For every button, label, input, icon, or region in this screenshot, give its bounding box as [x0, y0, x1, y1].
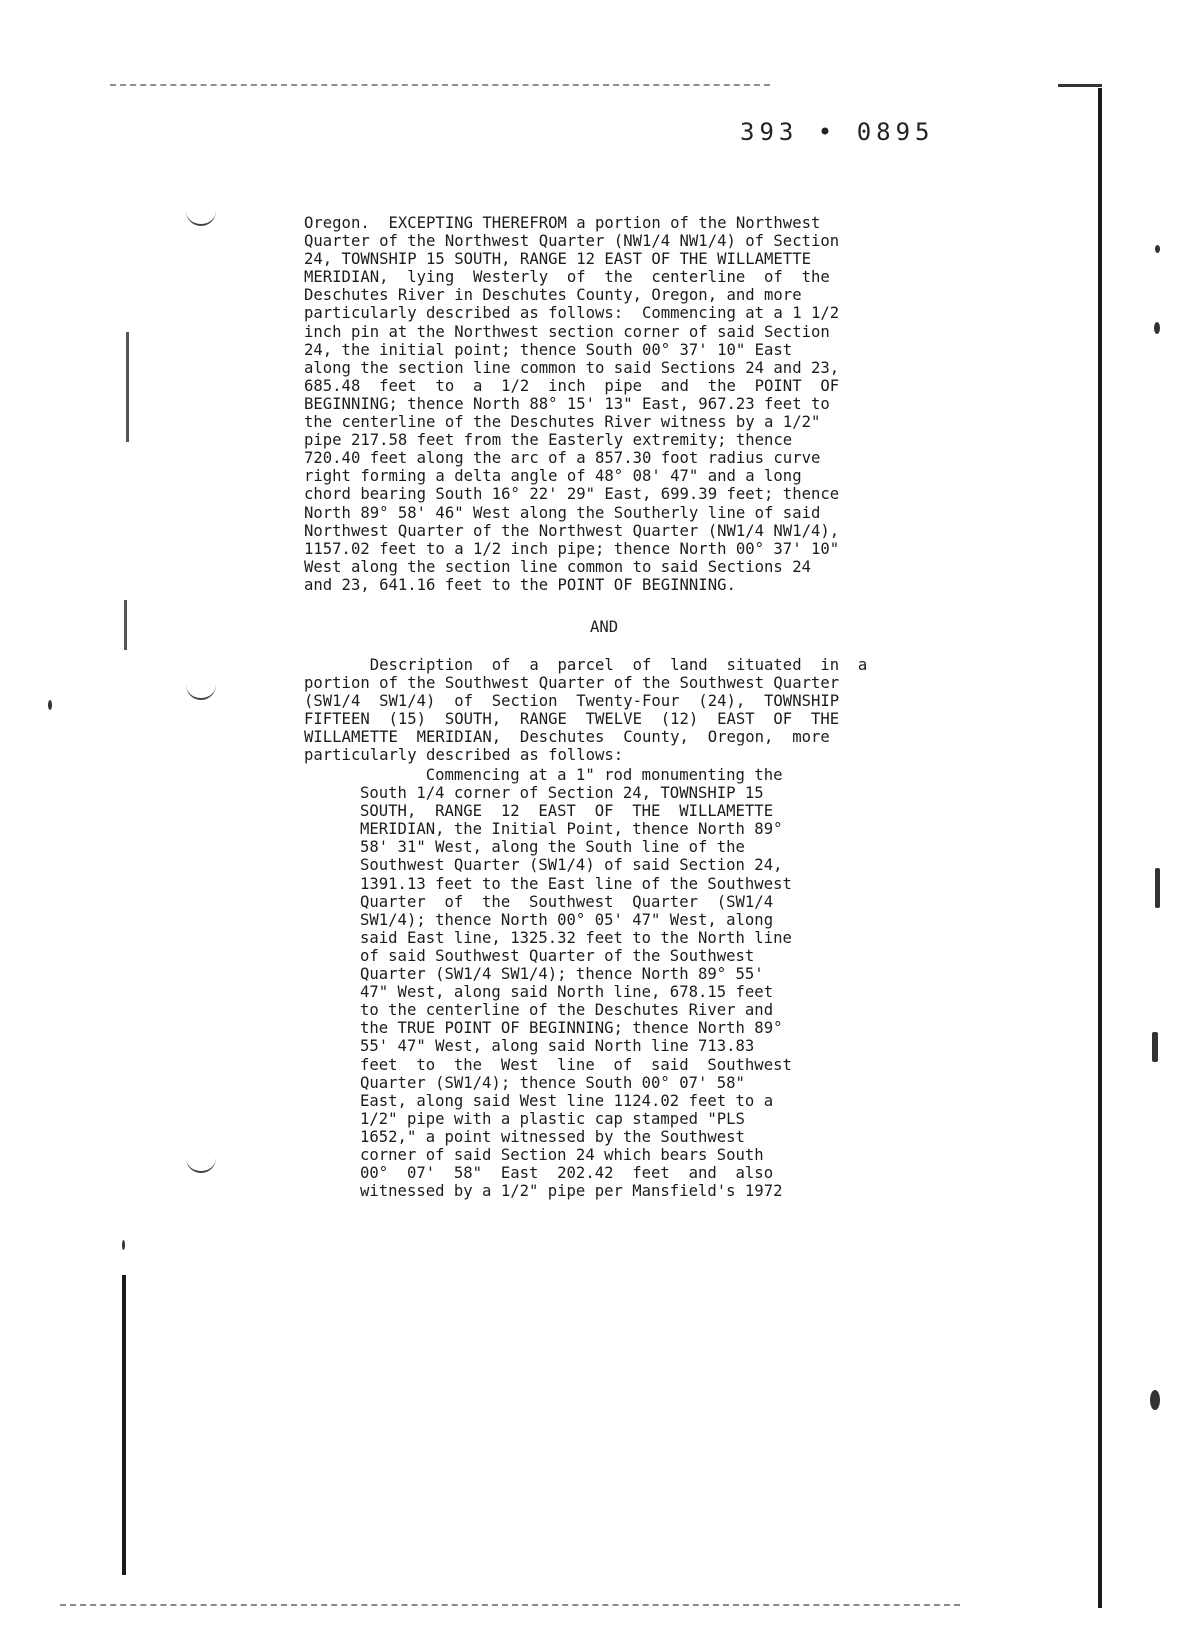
text-line: inch pin at the Northwest section corner of said Section [304, 322, 830, 341]
binder-hole-mark [186, 1155, 216, 1173]
text-line: and 23, 641.16 feet to the POINT OF BEGINNING. [304, 575, 736, 594]
scan-speck [48, 700, 52, 710]
text-line: Deschutes River in Deschutes County, Oregon, and more [304, 286, 802, 305]
text-line: 47" West, along said North line, 678.15 feet [360, 983, 774, 1002]
text-line: corner of said Section 24 which bears South [360, 1145, 764, 1164]
scan-artifact-right-corner [1058, 84, 1102, 87]
scan-speck [122, 1240, 125, 1250]
scan-artifact-left-mark [124, 600, 127, 650]
scan-artifact-top-rule [110, 84, 770, 86]
scan-artifact-bottom-rule [60, 1604, 960, 1606]
text-line: BEGINNING; thence North 88° 15' 13" East, 967.23 feet to [304, 394, 830, 413]
scan-artifact-left-margin-line [122, 1275, 126, 1575]
text-line: 720.40 feet along the arc of a 857.30 foot radius curve [304, 449, 821, 468]
text-line: SOUTH, RANGE 12 EAST OF THE WILLAMETTE [360, 802, 774, 821]
text-line: Commencing at a 1" rod monumenting the [360, 766, 783, 784]
text-line: North 89° 58' 46" West along the Southerly line of said [304, 503, 821, 522]
text-line: particularly described as follows: Commencing at a 1 1/2 [304, 304, 840, 323]
text-line: said East line, 1325.32 feet to the North line [360, 928, 792, 947]
text-line: 1652," a point witnessed by the Southwest [360, 1127, 745, 1146]
page-number: 393 • 0895 [740, 118, 935, 146]
text-line: East, along said West line 1124.02 feet to a [360, 1091, 774, 1110]
text-line: Quarter of the Northwest Quarter (NW1/4 NW1/4) of Section [304, 232, 840, 251]
paragraph-description [304, 656, 867, 765]
text-line: portion of the Southwest Quarter of the Southwest Quarter [304, 674, 840, 693]
text-line: Northwest Quarter of the Northwest Quarter (NW1/4 NW1/4), [304, 521, 840, 540]
text-line: 58' 31" West, along the South line of the [360, 838, 745, 857]
paragraph-excepting [304, 214, 839, 594]
text-line: the centerline of the Deschutes River witness by a 1/2" [304, 413, 821, 432]
scan-speck [1152, 1032, 1158, 1062]
scan-speck [1150, 1390, 1160, 1410]
text-line: the TRUE POINT OF BEGINNING; thence North 89° [360, 1019, 783, 1038]
text-line: Quarter (SW1/4 SW1/4); thence North 89° 55' [360, 965, 764, 984]
text-line: witnessed by a 1/2" pipe per Mansfield's 1972 [360, 1182, 783, 1201]
text-line: chord bearing South 16° 22' 29" East, 699.39 feet; thence [304, 485, 840, 504]
text-line: Southwest Quarter (SW1/4) of said Section 24, [360, 856, 783, 875]
scan-artifact-right-margin-line [1098, 88, 1102, 1608]
text-line: 00° 07' 58" East 202.42 feet and also [360, 1164, 774, 1183]
text-line: FIFTEEN (15) SOUTH, RANGE TWELVE (12) EAST OF THE [304, 710, 840, 729]
text-line: SW1/4); thence North 00° 05' 47" West, along [360, 910, 774, 929]
text-line: Description of a parcel of land situated in a [304, 656, 868, 674]
text-line: pipe 217.58 feet from the Easterly extremity; thence [304, 431, 793, 450]
text-line: Quarter of the Southwest Quarter (SW1/4 [360, 892, 774, 911]
scan-speck [1154, 322, 1160, 334]
text-line: right forming a delta angle of 48° 08' 47" and a long [304, 467, 802, 486]
binder-hole-mark [186, 208, 216, 226]
text-line: along the section line common to said Sections 24 and 23, [304, 358, 840, 377]
scan-speck [1155, 245, 1160, 253]
text-line: 24, the initial point; thence South 00° 37' 10" East [304, 340, 793, 359]
text-line: MERIDIAN, lying Westerly of the centerline of the [304, 268, 830, 287]
text-line: 685.48 feet to a 1/2 inch pipe and the POINT OF [304, 376, 840, 395]
and-heading: AND [590, 618, 619, 636]
text-line: 24, TOWNSHIP 15 SOUTH, RANGE 12 EAST OF THE WILLAMETTE [304, 250, 811, 269]
text-line: South 1/4 corner of Section 24, TOWNSHIP 15 [360, 784, 764, 803]
text-line: to the centerline of the Deschutes River and [360, 1001, 774, 1020]
text-line: feet to the West line of said Southwest [360, 1055, 792, 1074]
text-line: 1157.02 feet to a 1/2 inch pipe; thence North 00° 37' 10" [304, 539, 840, 558]
text-line: MERIDIAN, the Initial Point, thence North 89° [360, 820, 783, 839]
text-line: (SW1/4 SW1/4) of Section Twenty-Four (24), TOWNSHIP [304, 692, 840, 711]
scan-artifact-left-mark [126, 332, 129, 442]
text-line: 1391.13 feet to the East line of the Southwest [360, 874, 792, 893]
text-line: Oregon. EXCEPTING THEREFROM a portion of the Northwest [304, 214, 821, 232]
binder-hole-mark [186, 682, 216, 700]
text-line: Quarter (SW1/4); thence South 00° 07' 58" [360, 1073, 745, 1092]
scan-speck [1155, 868, 1160, 908]
text-line: WILLAMETTE MERIDIAN, Deschutes County, Oregon, more [304, 728, 830, 747]
text-line: West along the section line common to said Sections 24 [304, 557, 811, 576]
text-line: 55' 47" West, along said North line 713.83 [360, 1037, 755, 1056]
text-line: 1/2" pipe with a plastic cap stamped "PLS [360, 1109, 745, 1128]
paragraph-commencing [360, 766, 792, 1200]
text-line: of said Southwest Quarter of the Southwest [360, 946, 755, 965]
text-line: particularly described as follows: [304, 746, 624, 765]
